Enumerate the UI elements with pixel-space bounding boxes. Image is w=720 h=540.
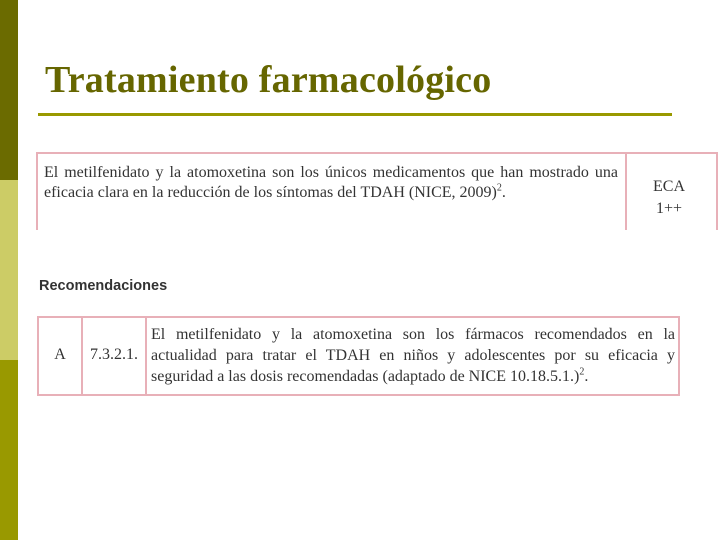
sidebar-light-segment — [0, 180, 18, 360]
recommendation-code: 7.3.2.1. — [90, 346, 138, 363]
recommendations-heading: Recomendaciones — [39, 278, 168, 294]
evidence-reference: 2 — [496, 182, 502, 194]
recommendation-text: El metilfenidato y la atomoxetina son los fármacos recomendados en la actualidad para tratar el TDAH en niños y adolescentes por su eficacia y seguridad a las dosis recomendadas (adaptado de NICE 10.18.5.1.) — [151, 326, 675, 385]
recommendation-statement — [151, 324, 675, 387]
evidence-table — [36, 152, 718, 230]
title-underline — [38, 113, 672, 116]
recommendations-table — [37, 316, 680, 396]
sidebar-mid-segment — [0, 360, 18, 540]
recommendation-end: . — [584, 368, 589, 385]
evidence-level-type: ECA — [653, 178, 685, 195]
recommendation-reference: 2 — [579, 366, 585, 378]
sidebar-dark-segment — [0, 0, 18, 180]
evidence-level-value: 1++ — [655, 200, 683, 217]
recommendation-grade: A — [54, 346, 66, 363]
evidence-level — [634, 176, 704, 220]
slide-title: Tratamiento farmacológico — [45, 59, 492, 101]
code-column-divider — [145, 318, 147, 394]
evidence-text: El metilfenidato y la atomoxetina son los únicos medicamentos que han mostrado una eficacia clara en la reducción de los síntomas del TDAH (NICE, 2009) — [44, 164, 618, 201]
evidence-statement: El metilfenidato y la atomoxetina son los únicos medicamentos que han mostrado una eficacia clara en la reducción de los síntomas del TDAH (NICE, 2009)$^2$. — [44, 164, 618, 201]
evidence-column-divider — [625, 154, 627, 230]
